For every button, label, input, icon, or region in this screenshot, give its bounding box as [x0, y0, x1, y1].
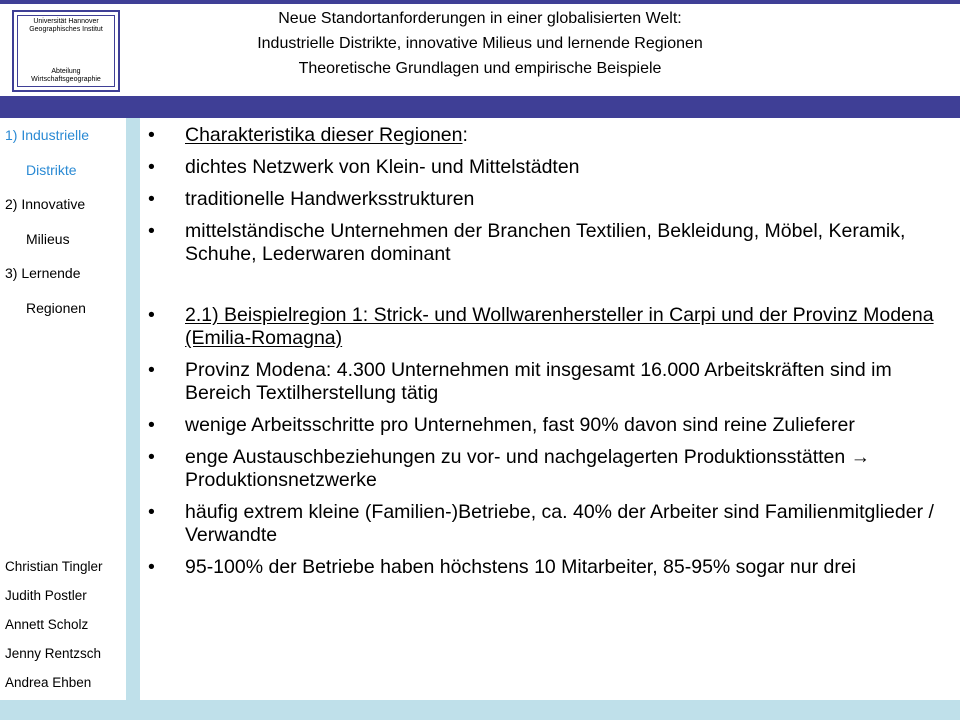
list-item-text: dichtes Netzwerk von Klein- und Mittelstädten — [185, 156, 580, 178]
sidebar-edge — [126, 118, 140, 700]
header-band — [0, 96, 960, 118]
section-heading-text: 2.1) Beispielregion 1: Strick- und Wollwarenhersteller in Carpi und der Provinz Modena (Emilia-Romagna) — [185, 304, 934, 349]
nav-item-label: 3) Lernende — [5, 265, 81, 281]
page-title — [140, 6, 820, 81]
list-item — [148, 446, 948, 492]
author-name: Jenny Rentzsch — [5, 646, 102, 661]
section-heading-text: Charakteristika dieser Regionen — [185, 124, 463, 146]
nav-item-label-continued: Milieus — [26, 230, 70, 247]
title-line: Industrielle Distrikte, innovative Milieus und lernende Regionen — [257, 35, 703, 52]
logo-line: Universität Hannover — [33, 18, 99, 25]
bullet-icon: • — [148, 188, 155, 210]
top-accent-bar — [0, 0, 960, 4]
bullet-icon: • — [148, 304, 155, 326]
list-item-text: wenige Arbeitsschritte pro Unternehmen, fast 90% davon sind reine Zulieferer — [185, 414, 855, 436]
author-name: Christian Tingler — [5, 559, 103, 574]
bullet-icon: • — [148, 124, 155, 146]
list-item-text: häufig extrem kleine (Familien-)Betriebe, ca. 40% der Arbeiter sind Familienmitglieder / Verwandte — [185, 501, 934, 546]
list-item-text: 95-100% der Betriebe haben höchstens 10 Mitarbeiter, 85-95% sogar nur drei — [185, 556, 856, 578]
list-item — [148, 501, 948, 547]
list-item-text: traditionelle Handwerksstrukturen — [185, 188, 475, 210]
list-item — [148, 220, 948, 266]
section-heading — [148, 304, 948, 350]
bullet-icon: • — [148, 501, 155, 523]
bullet-icon: • — [148, 446, 155, 468]
list-item — [148, 156, 948, 179]
bottom-bar — [0, 700, 960, 720]
logo-institution-text — [18, 18, 114, 34]
logo-line: Wirtschaftsgeographie — [31, 76, 101, 83]
nav-item-lernende-regionen[interactable] — [5, 256, 86, 325]
list-item — [148, 188, 948, 211]
nav-item-label-continued: Distrikte — [26, 161, 77, 178]
university-logo — [12, 10, 120, 92]
nav-item-label-continued: Regionen — [26, 299, 86, 316]
list-item-text: enge Austauschbeziehungen zu vor- und nachgelagerten Produktionsstätten → Produktionsnetzwerke — [185, 446, 871, 491]
list-item — [148, 359, 948, 405]
nav-item-label: 2) Innovative — [5, 196, 86, 212]
list-item-text: Provinz Modena: 4.300 Unternehmen mit insgesamt 16.000 Arbeitskräften sind im Bereich Textilherstellung tätig — [185, 359, 892, 404]
nav-item-label: 1) Industrielle — [5, 127, 90, 143]
author-name: Annett Scholz — [5, 617, 89, 632]
bullet-icon: • — [148, 414, 155, 436]
list-item — [148, 556, 948, 579]
bullet-icon: • — [148, 359, 155, 381]
sidebar — [0, 118, 126, 700]
logo-frame — [17, 15, 115, 87]
bullet-icon: • — [148, 220, 155, 242]
nav-item-industrielle-distrikte[interactable] — [5, 118, 89, 187]
list-item-text: mittelständische Unternehmen der Branchen Textilien, Bekleidung, Möbel, Keramik, Schuhe, Lederwaren dominant — [185, 220, 906, 265]
author-list — [5, 552, 103, 697]
section-heading — [148, 124, 948, 147]
author-name: Andrea Ehben — [5, 675, 92, 690]
list-item — [148, 414, 948, 437]
nav-item-innovative-milieus[interactable] — [5, 187, 85, 256]
logo-department-text — [18, 68, 114, 84]
section-spacer — [148, 275, 948, 304]
title-line: Neue Standortanforderungen in einer globalisierten Welt: — [278, 10, 682, 27]
title-line: Theoretische Grundlagen und empirische Beispiele — [298, 60, 662, 77]
bullet-icon: • — [148, 156, 155, 178]
logo-line: Abteilung — [51, 68, 81, 75]
main-content — [148, 124, 948, 588]
author-name: Judith Postler — [5, 588, 87, 603]
bullet-icon: • — [148, 556, 155, 578]
heading-colon: : — [462, 124, 468, 146]
logo-line: Geographisches Institut — [29, 26, 103, 33]
